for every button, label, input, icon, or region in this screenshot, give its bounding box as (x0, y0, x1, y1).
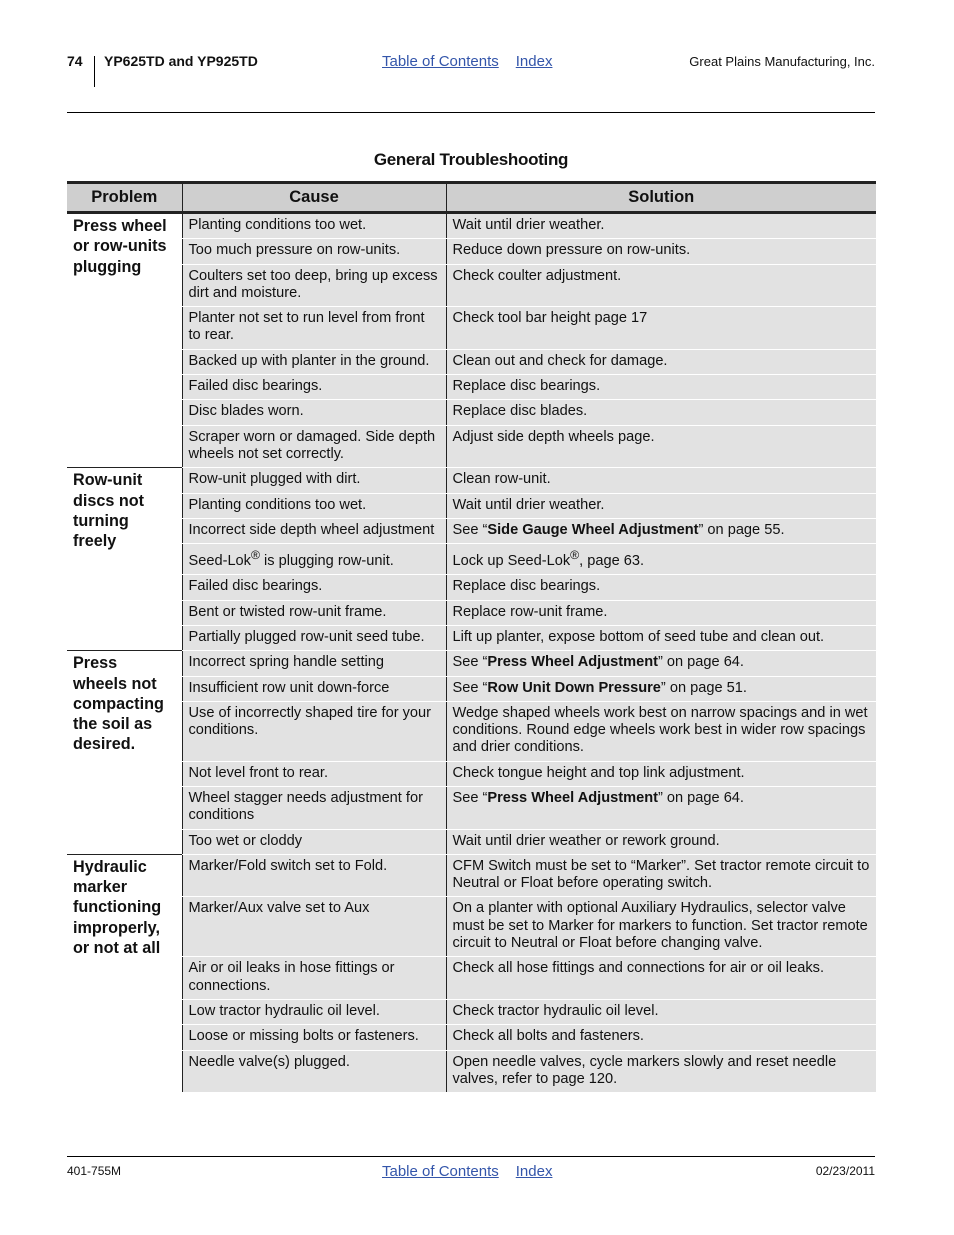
table-row (67, 375, 876, 400)
solution-cell: Reduce down pressure on row-units. (446, 239, 876, 264)
solution-cell: On a planter with optional Auxiliary Hydraulics, selector valve must be set to Marker for markers to function. Set tractor remote circuit to Neutral or Float before changing valve. (446, 897, 876, 957)
table-row (67, 701, 876, 761)
footer-index-link[interactable]: Index (515, 1163, 553, 1180)
problem-cell: Press wheel or row-units plugging (67, 213, 182, 468)
troubleshooting-table-container (67, 181, 876, 1092)
index-link[interactable]: Index (515, 53, 553, 70)
cause-cell: Too much pressure on row-units. (182, 239, 446, 264)
cause-cell: Backed up with planter in the ground. (182, 349, 446, 374)
cause-text: Seed-Lok (188, 553, 251, 570)
problem-cell: Hydraulic marker functioning improperly, or not at all (67, 854, 182, 1092)
revision-date: 02/23/2011 (815, 1164, 875, 1178)
solution-cell: Replace disc bearings. (446, 575, 876, 600)
cause-cell: Planting conditions too wet. (182, 493, 446, 518)
cause-cell: Scraper worn or damaged. Side depth wheels not set correctly. (182, 425, 446, 468)
footer-table-of-contents-link[interactable]: Table of Contents (382, 1163, 499, 1180)
cause-cell: Planting conditions too wet. (182, 213, 446, 239)
section-reference: Side Gauge Wheel Adjustment (487, 521, 699, 538)
solution-text: Lock up Seed-Lok (452, 553, 571, 570)
solution-cell: Open needle valves, cycle markers slowly and reset needle valves, refer to page 120. (446, 1050, 876, 1092)
solution-cell: Check all hose fittings and connections for air or oil leaks. (446, 957, 876, 1000)
table-row (67, 349, 876, 374)
page-number: 74 (67, 53, 83, 69)
table-row (67, 493, 876, 518)
registered-mark: ® (570, 548, 580, 563)
cause-cell (182, 544, 446, 575)
section-reference: Row Unit Down Pressure (487, 679, 661, 696)
solution-cell (446, 676, 876, 701)
footer-rule (67, 1156, 875, 1157)
table-row (67, 1050, 876, 1092)
cause-cell: Planter not set to run level from front to rear. (182, 307, 446, 350)
table-row (67, 999, 876, 1024)
table-header-row (67, 183, 876, 213)
table-row (67, 761, 876, 786)
header-nav (382, 53, 552, 70)
cause-cell: Marker/Fold switch set to Fold. (182, 854, 446, 897)
cause-cell: Partially plugged row-unit seed tube. (182, 625, 446, 650)
table-row (67, 786, 876, 829)
cause-cell: Failed disc bearings. (182, 575, 446, 600)
solution-text: , page 63. (579, 553, 645, 570)
footer-nav (382, 1163, 552, 1180)
table-row (67, 676, 876, 701)
document-title: YP625TD and YP925TD (104, 53, 258, 69)
cause-cell: Use of incorrectly shaped tire for your conditions. (182, 701, 446, 761)
problem-cell: Row-unit discs not turning freely (67, 468, 182, 651)
section-title: General Troubleshooting (373, 150, 569, 169)
table-row (67, 518, 876, 543)
cause-cell: Insufficient row unit down-force (182, 676, 446, 701)
solution-cell: Replace row-unit frame. (446, 600, 876, 625)
cause-cell: Low tractor hydraulic oil level. (182, 999, 446, 1024)
table-row (67, 651, 876, 676)
company-name: Great Plains Manufacturing, Inc. (689, 54, 875, 69)
solution-cell: Wait until drier weather. (446, 493, 876, 518)
solution-text: See “ (452, 654, 488, 671)
section-reference: Press Wheel Adjustment (487, 789, 658, 806)
cause-cell: Needle valve(s) plugged. (182, 1050, 446, 1092)
solution-text: ” on page 55. (698, 521, 785, 538)
table-row (67, 829, 876, 854)
solution-text: ” on page 64. (657, 654, 744, 671)
solution-cell: Lift up planter, expose bottom of seed tube and clean out. (446, 625, 876, 650)
table-row (67, 544, 876, 575)
cause-cell: Incorrect spring handle setting (182, 651, 446, 676)
solution-cell (446, 544, 876, 575)
table-row (67, 307, 876, 350)
cause-cell: Loose or missing bolts or fasteners. (182, 1025, 446, 1050)
solution-text: See “ (452, 679, 488, 696)
cause-text: is plugging row-unit. (259, 553, 394, 570)
table-row (67, 468, 876, 493)
solution-cell: Clean row-unit. (446, 468, 876, 493)
solution-cell: Adjust side depth wheels page. (446, 425, 876, 468)
cause-cell: Not level front to rear. (182, 761, 446, 786)
solution-cell: Replace disc bearings. (446, 375, 876, 400)
table-row (67, 600, 876, 625)
registered-mark: ® (250, 548, 260, 563)
table-row (67, 957, 876, 1000)
column-header-cause: Cause (182, 183, 446, 213)
solution-cell: Check coulter adjustment. (446, 264, 876, 307)
header-divider (94, 56, 95, 87)
solution-cell (446, 786, 876, 829)
troubleshooting-table (67, 181, 876, 1092)
document-number: 401-755M (67, 1164, 122, 1178)
cause-cell: Row-unit plugged with dirt. (182, 468, 446, 493)
cause-cell: Too wet or cloddy (182, 829, 446, 854)
cause-cell: Incorrect side depth wheel adjustment (182, 518, 446, 543)
cause-cell: Marker/Aux valve set to Aux (182, 897, 446, 957)
solution-text: See “ (452, 789, 488, 806)
cause-cell: Air or oil leaks in hose fittings or connections. (182, 957, 446, 1000)
table-row (67, 854, 876, 897)
cause-cell: Coulters set too deep, bring up excess dirt and moisture. (182, 264, 446, 307)
solution-text: ” on page 51. (660, 679, 747, 696)
solution-cell (446, 651, 876, 676)
solution-cell: Check all bolts and fasteners. (446, 1025, 876, 1050)
header-rule (67, 112, 875, 113)
solution-cell: Wedge shaped wheels work best on narrow spacings and in wet conditions. Round edge wheels work best in wider row spacings and drier conditions. (446, 701, 876, 761)
solution-text: See “ (452, 521, 488, 538)
solution-cell (446, 518, 876, 543)
table-body (67, 213, 876, 1093)
column-header-problem: Problem (67, 183, 182, 213)
solution-cell: CFM Switch must be set to “Marker”. Set tractor remote circuit to Neutral or Float before operating switch. (446, 854, 876, 897)
solution-cell: Check tongue height and top link adjustment. (446, 761, 876, 786)
solution-cell: Check tool bar height page 17 (446, 307, 876, 350)
table-row (67, 1025, 876, 1050)
cause-cell: Wheel stagger needs adjustment for conditions (182, 786, 446, 829)
solution-text: ” on page 64. (657, 789, 744, 806)
column-header-solution: Solution (446, 183, 876, 213)
cause-cell: Failed disc bearings. (182, 375, 446, 400)
solution-cell: Wait until drier weather. (446, 213, 876, 239)
cause-cell: Bent or twisted row-unit frame. (182, 600, 446, 625)
table-row (67, 625, 876, 650)
table-row (67, 575, 876, 600)
section-reference: Press Wheel Adjustment (487, 654, 658, 671)
table-row (67, 264, 876, 307)
table-row (67, 425, 876, 468)
solution-cell: Replace disc blades. (446, 400, 876, 425)
table-row (67, 897, 876, 957)
solution-cell: Wait until drier weather or rework ground. (446, 829, 876, 854)
cause-cell: Disc blades worn. (182, 400, 446, 425)
table-row (67, 213, 876, 239)
problem-cell: Press wheels not compacting the soil as desired. (67, 651, 182, 855)
table-row (67, 400, 876, 425)
solution-cell: Check tractor hydraulic oil level. (446, 999, 876, 1024)
table-row (67, 239, 876, 264)
solution-cell: Clean out and check for damage. (446, 349, 876, 374)
table-of-contents-link[interactable]: Table of Contents (382, 53, 499, 70)
